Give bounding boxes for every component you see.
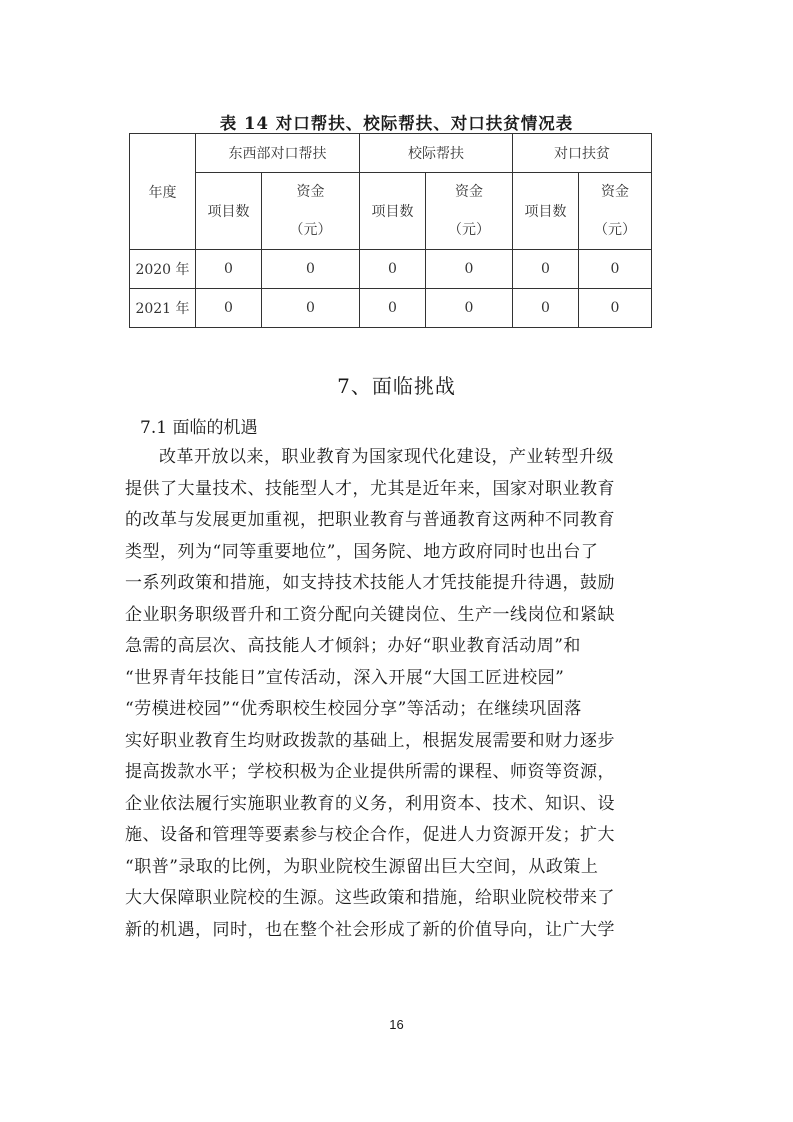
paragraph-line: 的改革与发展更加重视，把职业教育与普通教育这两种不同教育 xyxy=(125,510,615,530)
page-number: 16 xyxy=(389,1017,404,1032)
table-subheader-row xyxy=(130,173,652,250)
paragraph-line: 急需的高层次、高技能人才倾斜；办好“职业教育活动周”和 xyxy=(125,636,581,656)
paragraph-line: “劳模进校园”“优秀职校生校园分享”等活动；在继续巩固落 xyxy=(125,699,582,719)
year-cell: 2020 年 xyxy=(130,250,196,289)
paragraph-line: 新的机遇，同时，也在整个社会形成了新的价值导向，让广大学 xyxy=(125,919,615,940)
table-row xyxy=(130,289,652,328)
fund-header: 资金 （元） xyxy=(262,173,360,250)
paragraph-line: 一系列政策和措施，如支持技术技能人才凭技能提升待遇，鼓励 xyxy=(125,573,615,593)
table-header-row xyxy=(130,134,652,173)
assistance-table xyxy=(129,133,652,328)
paragraph-line: 改革开放以来，职业教育为国家现代化建设，产业转型升级 xyxy=(159,447,614,467)
paragraph-line: 企业依法履行实施职业教育的义务，利用资本、技术、知识、设 xyxy=(125,793,615,814)
value-cell: 0 xyxy=(579,250,652,289)
section-heading: 7、面临挑战 xyxy=(337,374,456,398)
table-row xyxy=(130,250,652,289)
paragraph-line: “世界青年技能日”宣传活动，深入开展“大国工匠进校园” xyxy=(125,667,565,688)
project-count-header: 项目数 xyxy=(513,173,579,250)
subsection-heading: 7.1 面临的机遇 xyxy=(140,418,258,438)
value-cell: 0 xyxy=(196,250,262,289)
project-count-header: 项目数 xyxy=(360,173,426,250)
table-caption: 表 14 对口帮扶、校际帮扶、对口扶贫情况表 xyxy=(219,114,574,133)
value-cell: 0 xyxy=(196,289,262,328)
group-header-inter-school: 校际帮扶 xyxy=(360,134,513,173)
year-header: 年度 xyxy=(130,134,196,250)
group-header-east-west: 东西部对口帮扶 xyxy=(196,134,360,173)
paragraph-line: “职普”录取的比例，为职业院校生源留出巨大空间，从政策上 xyxy=(125,856,599,877)
value-cell: 0 xyxy=(426,289,513,328)
group-header-poverty: 对口扶贫 xyxy=(513,134,652,173)
paragraph-line: 类型，列为“同等重要地位”，国务院、地方政府同时也出台了 xyxy=(125,541,599,562)
year-cell: 2021 年 xyxy=(130,289,196,328)
value-cell: 0 xyxy=(513,289,579,328)
paragraph-line: 提供了大量技术、技能型人才，尤其是近年来，国家对职业教育 xyxy=(125,478,615,499)
value-cell: 0 xyxy=(262,289,360,328)
value-cell: 0 xyxy=(262,250,360,289)
paragraph-line: 实好职业教育生均财政拨款的基础上，根据发展需要和财力逐步 xyxy=(125,730,615,751)
paragraph-line: 企业职务职级晋升和工资分配向关键岗位、生产一线岗位和紧缺 xyxy=(125,604,615,625)
fund-header: 资金 （元） xyxy=(579,173,652,250)
paragraph-line: 大大保障职业院校的生源。这些政策和措施，给职业院校带来了 xyxy=(125,888,615,908)
value-cell: 0 xyxy=(426,250,513,289)
body-paragraph xyxy=(125,442,660,946)
value-cell: 0 xyxy=(360,250,426,289)
value-cell: 0 xyxy=(579,289,652,328)
value-cell: 0 xyxy=(513,250,579,289)
project-count-header: 项目数 xyxy=(196,173,262,250)
paragraph-line: 提高拨款水平；学校积极为企业提供所需的课程、师资等资源， xyxy=(125,762,615,782)
fund-header: 资金 （元） xyxy=(426,173,513,250)
value-cell: 0 xyxy=(360,289,426,328)
paragraph-line: 施、设备和管理等要素参与校企合作，促进人力资源开发；扩大 xyxy=(125,825,615,845)
